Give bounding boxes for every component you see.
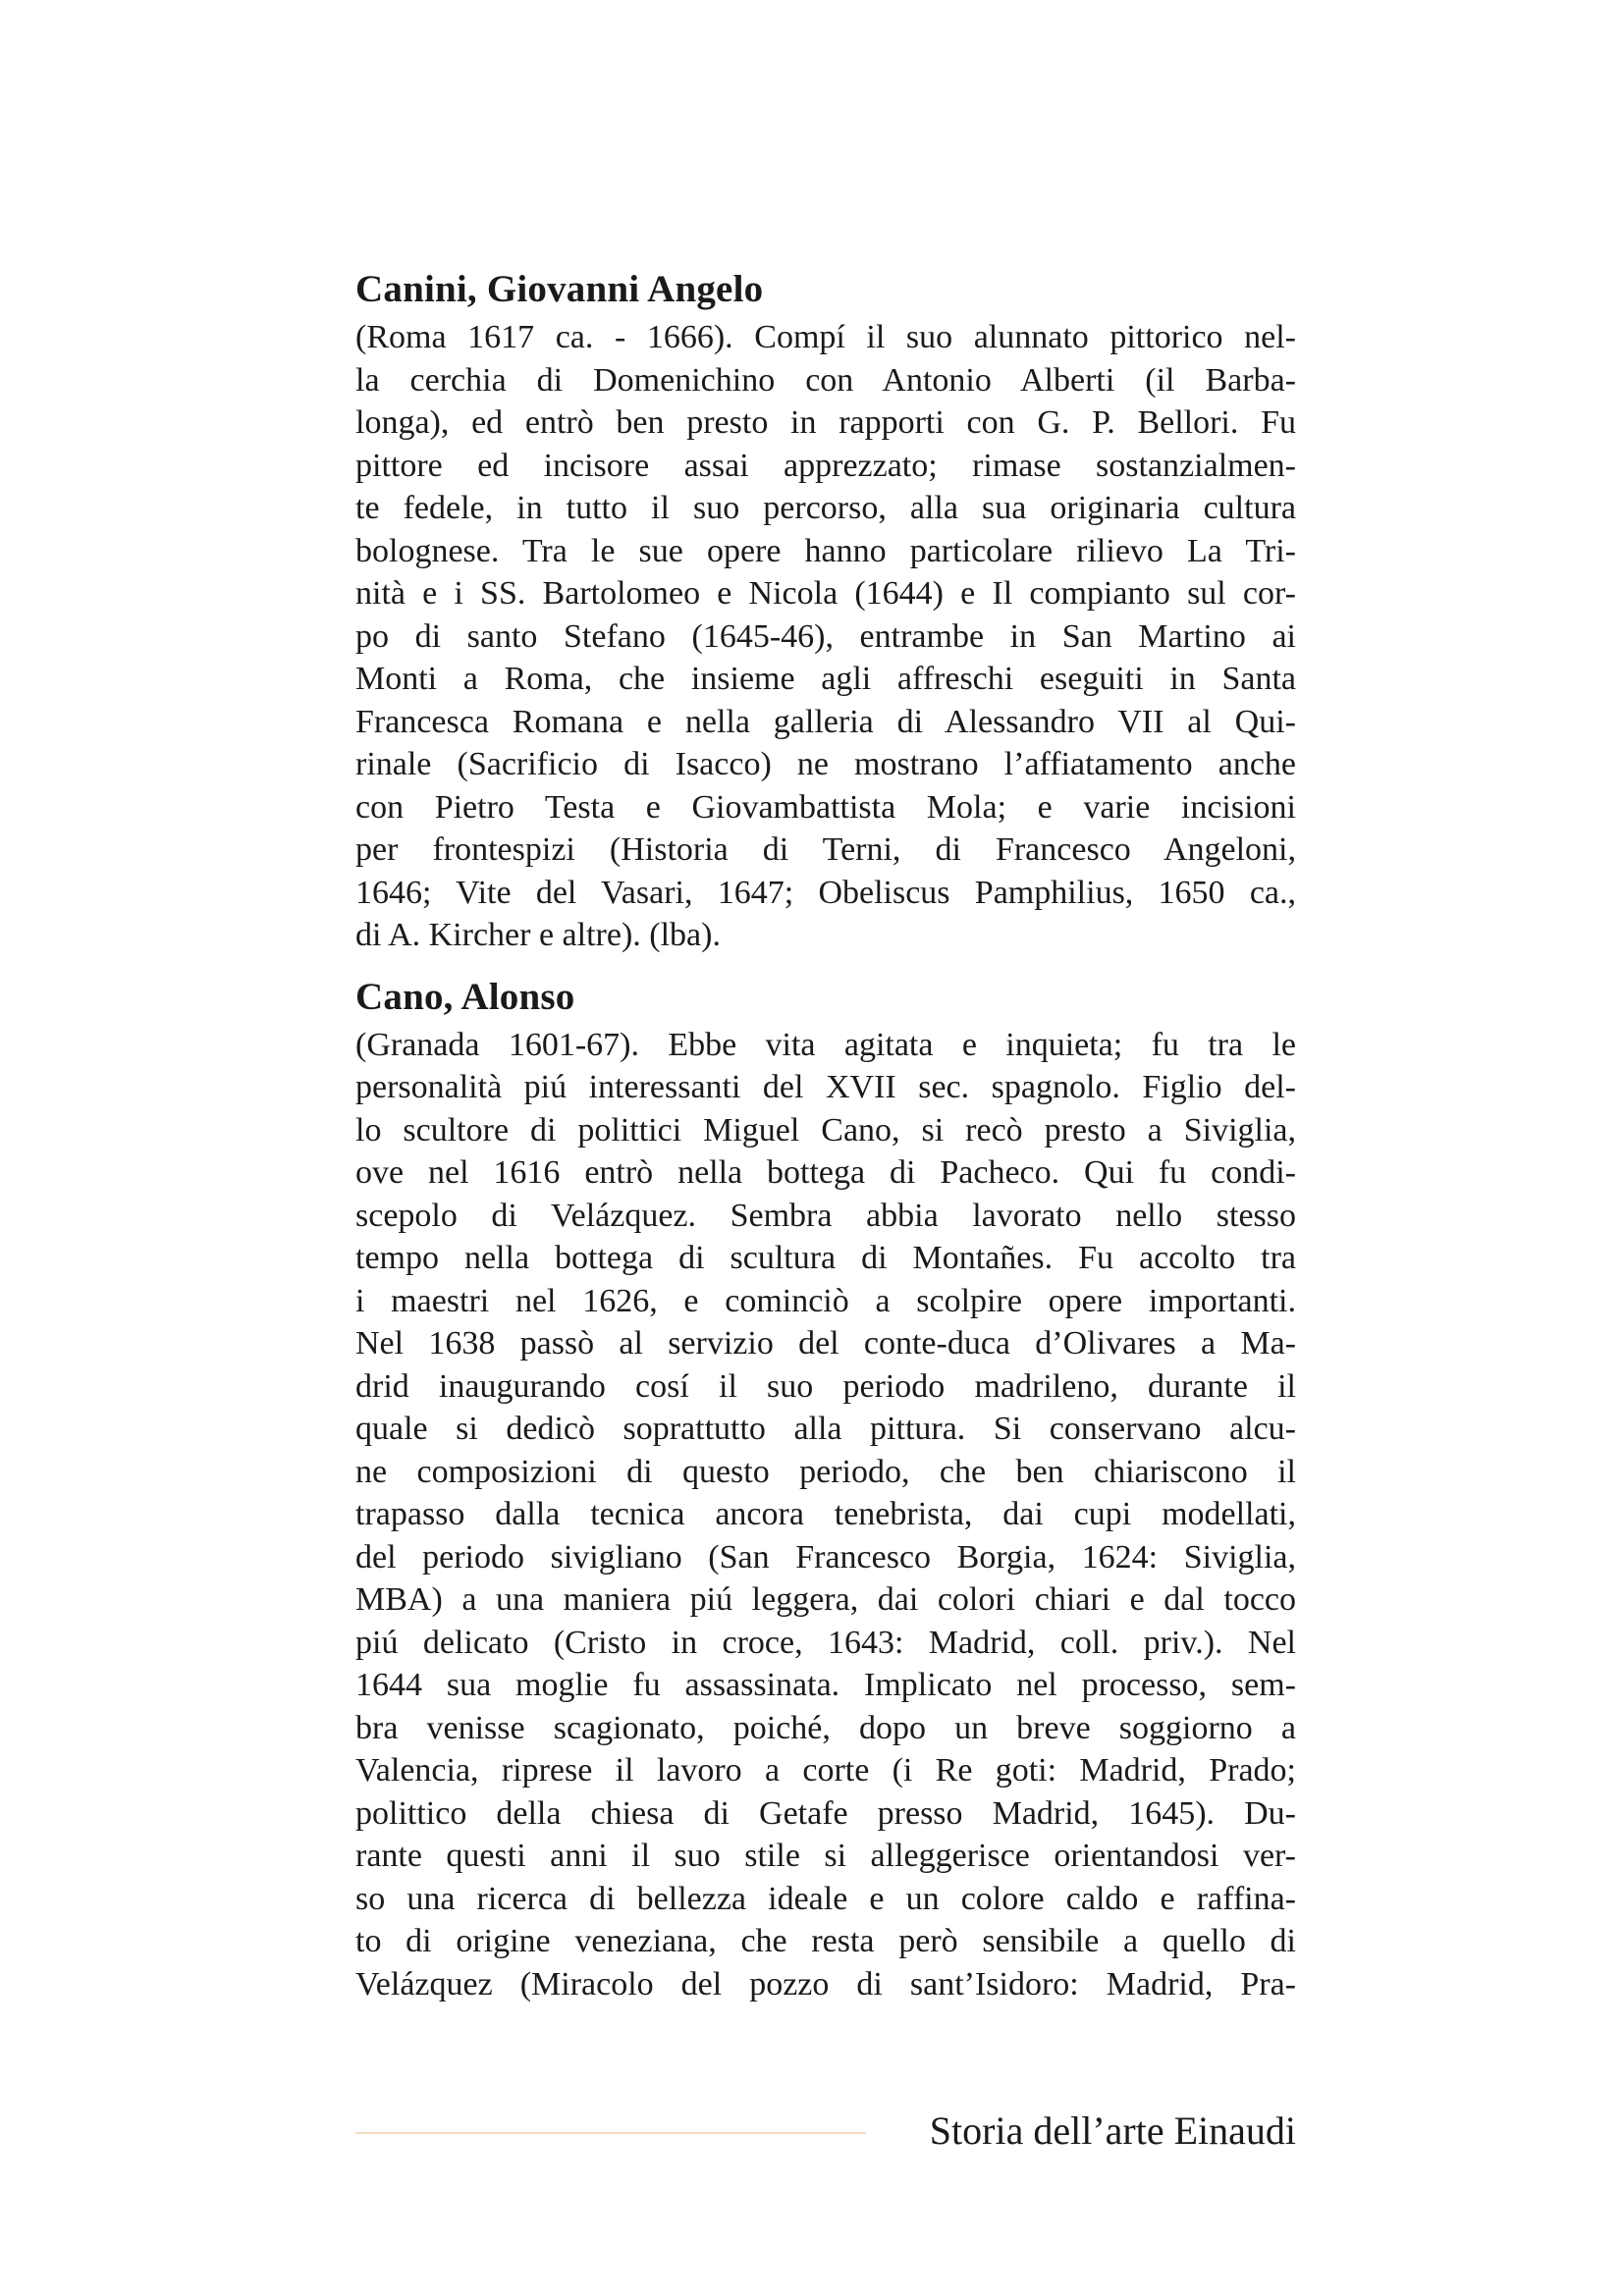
text-line: ne composizioni di questo periodo, che ben chiariscono il (355, 1453, 1296, 1490)
footer-rule (355, 2132, 866, 2134)
text-line: (Granada 1601-67). Ebbe vita agitata e inquieta; fu tra le (355, 1026, 1296, 1063)
text-line: drid inaugurando cosí il suo periodo madrileno, durante il (355, 1367, 1296, 1405)
entry-heading: Cano, Alonso (355, 975, 575, 1018)
text-line: pittore ed incisore assai apprezzato; rimase sostanzialmen- (355, 447, 1296, 484)
text-line: i maestri nel 1626, e cominciò a scolpire opere importanti. (355, 1282, 1296, 1319)
text-line: po di santo Stefano (1645-46), entrambe in San Martino ai (355, 617, 1296, 655)
text-line: nità e i SS. Bartolomeo e Nicola (1644) e Il compianto sul cor- (355, 575, 1296, 612)
page-text (355, 265, 1296, 2005)
text-line: rinale (Sacrificio di Isacco) ne mostrano l’affiatamento anche (355, 746, 1296, 782)
text-line: Valencia, riprese il lavoro a corte (i Re goti: Madrid, Prado; (355, 1752, 1296, 1789)
text-line: personalità piú interessanti del XVII sec. spagnolo. Figlio del- (355, 1069, 1296, 1105)
text-line: Velázquez (Miracolo del pozzo di sant’Isidoro: Madrid, Pra- (355, 1965, 1296, 2002)
entry-heading: Canini, Giovanni Angelo (355, 268, 764, 310)
text-line: Nel 1638 passò al servizio del conte-duca d’Olivares a Ma- (355, 1325, 1296, 1362)
text-line: ove nel 1616 entrò nella bottega di Pacheco. Qui fu condi- (355, 1154, 1296, 1191)
text-line: Monti a Roma, che insieme agli affreschi eseguiti in Santa (355, 661, 1296, 697)
text-line: MBA) a una maniera piú leggera, dai colori chiari e dal tocco (355, 1581, 1296, 1618)
text-line: 1644 sua moglie fu assassinata. Implicato nel processo, sem- (355, 1667, 1296, 1703)
text-line: rante questi anni il suo stile si alleggerisce orientandosi ver- (355, 1838, 1296, 1874)
text-line: bolognese. Tra le sue opere hanno particolare rilievo La Tri- (355, 532, 1296, 569)
text-line: longa), ed entrò ben presto in rapporti con G. P. Bellori. Fu (355, 404, 1296, 441)
text-line: polittico della chiesa di Getafe presso Madrid, 1645). Du- (355, 1794, 1296, 1832)
text-line: di A. Kircher e altre). (lba). (355, 917, 721, 953)
text-line: la cerchia di Domenichino con Antonio Alberti (il Barba- (355, 361, 1296, 399)
entry-cano (355, 973, 1296, 2006)
text-line: 1646; Vite del Vasari, 1647; Obeliscus Pamphilius, 1650 ca., (355, 874, 1296, 911)
text-line: so una ricerca di bellezza ideale e un colore caldo e raffina- (355, 1880, 1296, 1917)
text-line: con Pietro Testa e Giovambattista Mola; e varie incisioni (355, 788, 1296, 826)
text-line: tempo nella bottega di scultura di Montañes. Fu accolto tra (355, 1240, 1296, 1276)
text-line: (Roma 1617 ca. - 1666). Compí il suo alunnato pittorico nel- (355, 319, 1296, 355)
text-line: piú delicato (Cristo in croce, 1643: Madrid, coll. priv.). Nel (355, 1624, 1296, 1661)
text-line: scepolo di Velázquez. Sembra abbia lavorato nello stesso (355, 1197, 1296, 1234)
text-line: lo scultore di polittici Miguel Cano, si recò presto a Siviglia, (355, 1111, 1296, 1148)
text-line: te fedele, in tutto il suo percorso, alla sua originaria cultura (355, 490, 1296, 526)
entry-canini (355, 265, 1296, 957)
text-line: bra venisse scagionato, poiché, dopo un breve soggiorno a (355, 1709, 1296, 1746)
text-line: to di origine veneziana, che resta però sensibile a quello di (355, 1923, 1296, 1959)
entry-body (355, 1024, 1296, 2006)
text-line: per frontespizi (Historia di Terni, di Francesco Angeloni, (355, 831, 1296, 868)
footer-title: Storia dell’arte Einaudi (929, 2109, 1296, 2153)
text-line: quale si dedicò soprattutto alla pittura. Si conservano alcu- (355, 1411, 1296, 1447)
entry-body (355, 316, 1296, 957)
text-line: Francesca Romana e nella galleria di Alessandro VII al Qui- (355, 703, 1296, 740)
text-line: del periodo sivigliano (San Francesco Borgia, 1624: Siviglia, (355, 1538, 1296, 1575)
text-line: trapasso dalla tecnica ancora tenebrista, dai cupi modellati, (355, 1496, 1296, 1532)
